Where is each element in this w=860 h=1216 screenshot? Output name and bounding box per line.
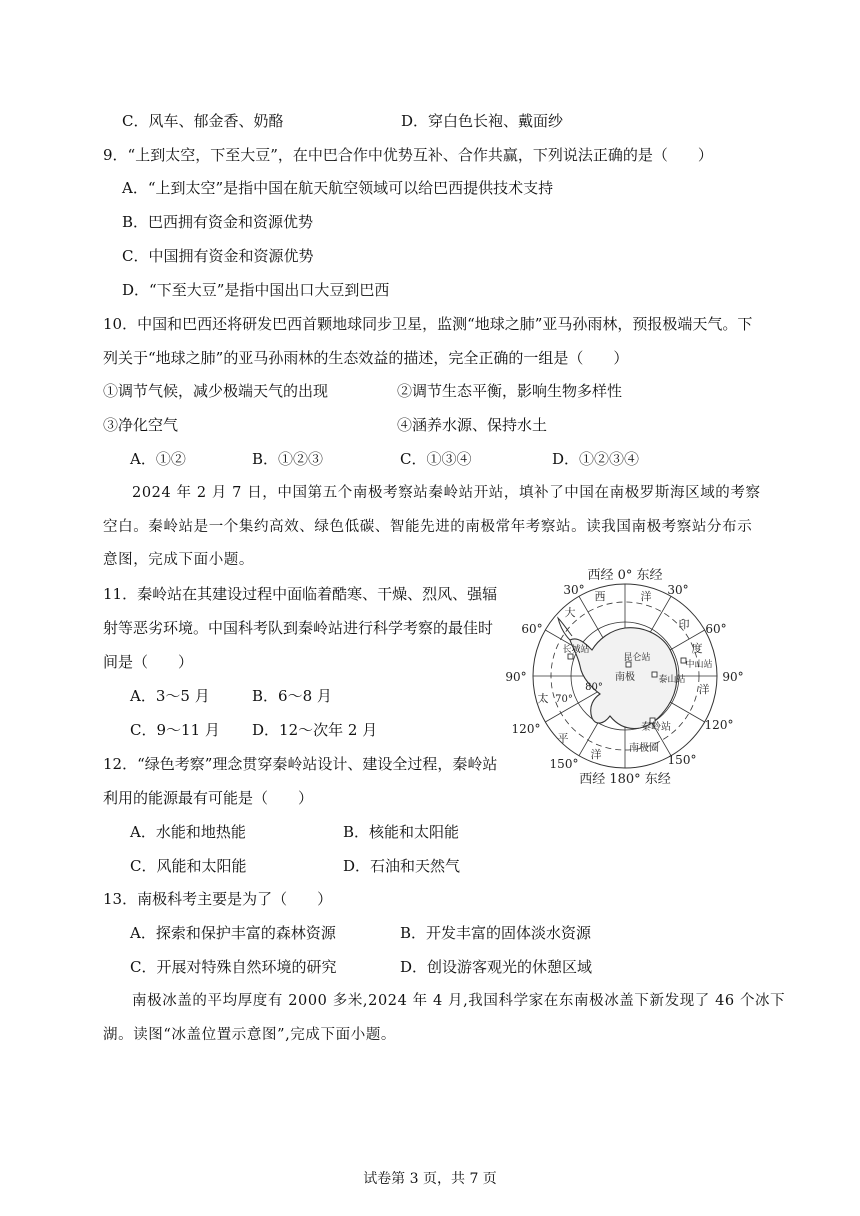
q10-stem-line1: 10．中国和巴西还将研发巴西首颗地球同步卫星，监测“地球之肺”亚马孙雨林，预报极端天气。下 [103, 315, 753, 333]
q9-option-c: C．中国拥有资金和资源优势 [122, 247, 314, 265]
q10-stem-line2: 列关于“地球之肺”的亚马孙雨林的生态效益的描述，完全正确的一组是（ ） [103, 349, 629, 367]
lon-90-right-label: 90° [722, 670, 744, 684]
q9-option-b: B．巴西拥有资金和资源优势 [122, 213, 314, 231]
map-bottom-label: 西经 180° 东经 [579, 772, 671, 787]
ocean-pacific-char1: 太 [537, 692, 549, 705]
ocean-atlantic-char1: 大 [564, 606, 576, 619]
lon-30-right-label: 30° [667, 583, 689, 597]
q12-stem-line1: 12．“绿色考察”理念贯穿秦岭站设计、建设全过程，秦岭站 [103, 755, 498, 773]
q13-option-b: B．开发丰富的固体淡水资源 [400, 924, 592, 942]
q13-option-a: A．探索和保护丰富的森林资源 [130, 924, 336, 942]
q10-option-b: B．①②③ [252, 450, 324, 468]
intro2-line1: 南极冰盖的平均厚度有 2000 多米,2024 年 4 月,我国科学家在东南极冰盖下新发现了 46 个冰下 [132, 993, 786, 1009]
page-footer: 试卷第 3 页，共 7 页 [363, 1171, 497, 1187]
changcheng-station-label: 长城站 [562, 645, 590, 655]
intro2-line2: 湖。读图“冰盖位置示意图”,完成下面小题。 [103, 1027, 397, 1043]
q11-option-c: C．9～11 月 [130, 721, 220, 739]
q12-option-d: D．石油和天然气 [343, 857, 461, 875]
qinling-station-label: 秦岭站 [641, 722, 671, 733]
lon-60-right-label: 60° [705, 622, 727, 636]
ocean-atlantic-char3: 洋 [640, 590, 652, 603]
ocean-pacific-char2: 平 [557, 732, 569, 745]
ocean-indian-char2: 度 [691, 642, 703, 655]
q8-option-d: D．穿白色长袍、戴面纱 [401, 112, 564, 130]
q9-option-a: A．“上到太空”是指中国在航天航空领域可以给巴西提供技术支持 [122, 179, 554, 197]
q11-option-b: B．6～8 月 [252, 687, 332, 705]
q11-stem-line3: 间是（ ） [103, 653, 194, 671]
lon-120-right-label: 120° [704, 718, 734, 732]
ocean-pacific-char3: 洋 [590, 748, 602, 761]
lon-150-left-label: 150° [549, 757, 579, 771]
q10-option-c: C．①③④ [400, 450, 472, 468]
lon-60-left-label: 60° [521, 622, 543, 636]
lon-90-left-label: 90° [505, 670, 527, 684]
q12-option-c: C．风能和太阳能 [130, 857, 247, 875]
kunlun-station-label: 昆仑站 [623, 653, 651, 663]
q9-option-d: D．“下至大豆”是指中国出口大豆到巴西 [122, 281, 390, 299]
lat-70-label: 70° [555, 694, 573, 705]
q9-stem: 9．“上到太空，下至大豆”，在中巴合作中优势互补、合作共赢，下列说法正确的是（ ） [103, 146, 713, 164]
q13-option-d: D．创设游客观光的休憩区域 [400, 958, 593, 976]
antarctic-stations-map [500, 566, 745, 788]
intro1-line3: 意图，完成下面小题。 [103, 552, 254, 568]
lat-80-label: 80° [585, 682, 603, 693]
q10-option-a: A．①② [130, 450, 186, 468]
zhongshan-station-label: 中山站 [685, 660, 713, 670]
q12-option-a: A．水能和地热能 [130, 823, 246, 841]
ocean-atlantic-char2: 西 [594, 590, 606, 603]
south-pole-label: 南极 [615, 672, 635, 683]
q11-option-a: A．3～5 月 [130, 687, 210, 705]
lon-30-left-label: 30° [563, 583, 585, 597]
q11-option-d: D．12～次年 2 月 [252, 721, 378, 739]
intro1-line2: 空白。秦岭站是一个集约高效、绿色低碳、智能先进的南极常年考察站。读我国南极考察站分布示 [103, 519, 753, 535]
antarctic-circle-label: 南极圈 [629, 743, 659, 754]
q11-stem-line2: 射等恶劣环境。中国科考队到秦岭站进行科学考察的最佳时 [103, 619, 494, 637]
ocean-indian-char1: 印 [678, 618, 690, 631]
q8-option-c: C．风车、郁金香、奶酪 [122, 112, 284, 130]
q11-stem-line1: 11．秦岭站在其建设过程中面临着酷寒、干燥、烈风、强辐 [103, 585, 498, 603]
lon-150-right-label: 150° [667, 753, 697, 767]
intro1-line1: 2024 年 2 月 7 日，中国第五个南极考察站秦岭站开站，填补了中国在南极罗斯海区域的考察 [132, 485, 761, 501]
q10-item-4: ④涵养水源、保持水土 [397, 416, 548, 434]
q12-stem-line2: 利用的能源最有可能是（ ） [103, 789, 314, 807]
q10-item-3: ③净化空气 [103, 416, 179, 434]
q10-item-2: ②调节生态平衡，影响生物多样性 [397, 382, 623, 400]
q13-option-c: C．开展对特殊自然环境的研究 [130, 958, 337, 976]
q10-option-d: D．①②③④ [552, 450, 640, 468]
q10-item-1: ①调节气候，减少极端天气的出现 [103, 382, 329, 400]
ocean-indian-char3: 洋 [698, 683, 710, 696]
antarctic-peninsula [558, 618, 572, 640]
map-top-label: 西经 0° 东经 [587, 568, 663, 583]
taishan-station-label: 泰山站 [658, 675, 686, 685]
q12-option-b: B．核能和太阳能 [343, 823, 460, 841]
q13-stem: 13．南极科考主要是为了（ ） [103, 890, 333, 908]
lon-120-left-label: 120° [511, 722, 541, 736]
